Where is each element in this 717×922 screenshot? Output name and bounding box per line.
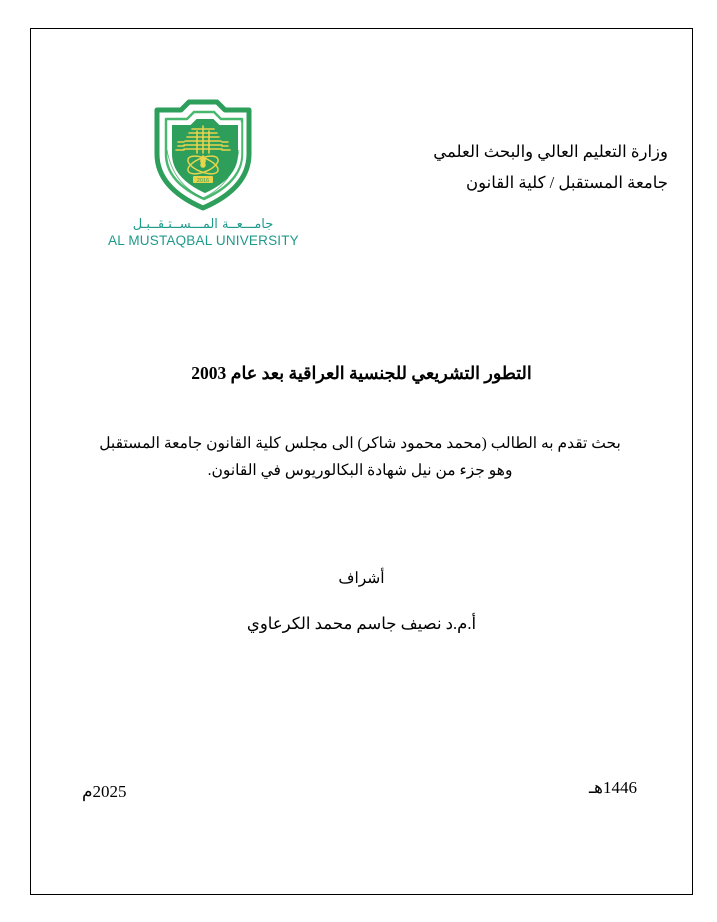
supervision-label: أشراف: [338, 570, 385, 587]
page-header: [30, 28, 693, 278]
wordmark-english: AL MUSTAQBAL UNIVERSITY: [108, 233, 299, 248]
dates-footer: [30, 778, 693, 810]
submission-line-2: وهو جزء من نيل شهادة البكالوريوس في القانون.: [207, 462, 513, 479]
ministry-affiliation: [433, 136, 668, 198]
wordmark-arabic: جامـــعــة المـــســتـقــبـل: [132, 217, 274, 232]
supervisor-name: أ.م.د نصيف جاسم محمد الكرعاوي: [246, 614, 477, 633]
submission-statement: [75, 430, 645, 484]
university-logo: [108, 98, 298, 248]
ministry-line-2: جامعة المستقبل / كلية القانون: [466, 173, 668, 192]
university-crest-shield-icon: [151, 98, 255, 214]
ministry-line-1: وزارة التعليم العالي والبحث العلمي: [433, 142, 668, 161]
hijri-date: 1446هـ: [589, 778, 637, 797]
supervision-section: [30, 565, 693, 637]
submission-line-1: بحث تقدم به الطالب (محمد محمود شاكر) الى مجلس كلية القانون جامعة المستقبل: [99, 435, 621, 452]
gregorian-date: 2025م: [82, 782, 127, 801]
page-title: التطور التشريعي للجنسية العراقية بعد عام 2003: [191, 363, 532, 383]
svg-text:2016: 2016: [196, 178, 210, 184]
university-wordmark: [108, 218, 298, 248]
